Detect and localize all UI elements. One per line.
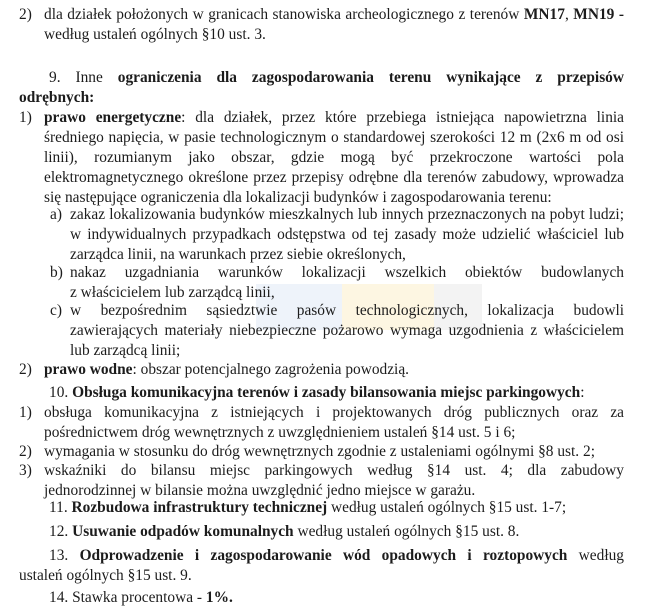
s10-item3-line1: wskaźniki do bilansu miejsc parkingowych według §14 ust. 4; dla zabudowy	[44, 462, 624, 479]
s9-heading-title: ograniczenia dla zagospodarowania terenu wynikające z przepisów	[117, 69, 624, 86]
s11-text: według ustaleń ogólnych §15 ust. 1-7;	[327, 499, 567, 516]
s10-heading	[49, 383, 584, 403]
s8-item2-marker: 2)	[19, 6, 32, 23]
s10-heading-title: Obsługa komunikacyjna terenów i zasady bilansowania miejsc parkingowych	[72, 384, 581, 401]
s9-item2-line	[44, 360, 409, 380]
zone-mn19: MN19	[573, 6, 615, 23]
zone-mn17: MN17	[523, 6, 565, 23]
s8-item2-dash: -	[614, 6, 624, 23]
s14-line	[49, 588, 233, 608]
sub-a-line2: w indywidualnych przypadkach odstępstwa od tej zasady może udzielić właściciel lub	[70, 226, 624, 243]
s13-line2: ustaleń ogólnych §15 ust. 9.	[19, 567, 192, 584]
s8-item2-line1	[44, 5, 624, 25]
s12-line	[49, 522, 519, 542]
s9-item1-line1	[44, 108, 624, 128]
s10-heading-number: 10.	[49, 384, 73, 401]
s9-heading-cont	[19, 88, 94, 108]
s9-item1-marker: 1)	[19, 109, 32, 126]
s10-item1-line1: obsługa komunikacyjna z istniejących i projektowanych dróg publicznych oraz za	[44, 404, 624, 421]
s9-item1-line3: linii), rozumianym jako obszar, gdzie mogą być przekroczone wartości pola	[44, 149, 624, 166]
sub-a-line1: zakaz lokalizowania budynków mieszkalnych lub innych przeznaczonych na pobyt ludzi;	[70, 206, 624, 223]
s10-item3-line2: jednorodzinnej w bilansie można uwzględnić jedno miejsce w garażu.	[44, 482, 476, 499]
sub-c-line2: zawierających materiały niebezpieczne pożarowo wymaga uzgodnienia z właścicielem	[70, 322, 624, 339]
s10-item2-line1: wymagania w stosunku do dróg wewnętrznych zgodnie z ustaleniami ogólnymi §8 ust. 2;	[44, 443, 595, 460]
s9-item2-text: : obszar potencjalnego zagrożenia powodzią.	[132, 361, 409, 378]
s9-heading-number: 9. Inne	[49, 69, 118, 86]
s10-item1-marker: 1)	[19, 404, 32, 421]
s13-text: według	[567, 547, 624, 564]
s9-item1-line2: średniego napięcia, w pasie technologicznym o standardowej szerokości 12 m (2x6 m od osi	[44, 129, 624, 146]
s9-item2-title: prawo wodne	[44, 361, 133, 378]
s13-line1	[49, 546, 624, 566]
sub-c-line3: lub zarządcą linii;	[70, 342, 181, 359]
s14-text: Stawka procentowa -	[72, 589, 206, 606]
s8-item2-comma: ,	[564, 6, 574, 23]
s11-line	[49, 498, 566, 518]
s9-heading	[49, 68, 624, 88]
sub-a-marker: a)	[50, 206, 62, 223]
s9-item1-line5: się następujące ograniczenia dla lokalizacji budynków i zagospodarowania terenu:	[44, 189, 552, 206]
s10-heading-colon: :	[580, 384, 585, 401]
s12-text: według ustaleń ogólnych §15 ust. 8.	[293, 523, 520, 540]
sub-b-line2: z właścicielem lub zarządcą linii,	[70, 284, 275, 301]
sub-c-marker: c)	[50, 302, 62, 319]
s11-title: Rozbudowa infrastruktury technicznej	[71, 499, 328, 516]
s13-number: 13.	[49, 547, 80, 564]
s9-item1-text: : dla działek, przez które przebiega istniejąca napowietrzna linia	[181, 109, 624, 126]
s9-item1-line4: elektromagnetycznego określone przez przepisy odrębne dla terenów zabudowy, wprowadza	[44, 169, 624, 186]
s10-item3-marker: 3)	[19, 462, 32, 479]
s10-item1-line2: pośrednictwem dróg wewnętrznych z uwzględnieniem ustaleń §14 ust. 5 i 6;	[44, 424, 516, 441]
s9-item1-title: prawo energetyczne	[44, 109, 182, 126]
s12-title: Usuwanie odpadów komunalnych	[72, 523, 294, 540]
sub-b-line1: nakaz uzgadniania warunków lokalizacji wszelkich obiektów budowlanych	[70, 264, 624, 281]
s9-heading-title-cont: odrębnych:	[19, 89, 95, 106]
sub-c-line1: w bezpośrednim sąsiedztwie pasów technologicznych, lokalizacja budowli	[70, 302, 624, 319]
s8-item2-line2: według ustaleń ogólnych §10 ust. 3.	[44, 26, 266, 43]
s14-value: 1%.	[205, 589, 233, 606]
s9-item2-marker: 2)	[19, 361, 32, 378]
s10-item2-marker: 2)	[19, 443, 32, 460]
s12-number: 12.	[49, 523, 73, 540]
s11-number: 11.	[49, 499, 72, 516]
sub-b-marker: b)	[50, 264, 63, 281]
s14-number: 14.	[49, 589, 73, 606]
s13-title: Odprowadzenie i zagospodarowanie wód opadowych i roztopowych	[79, 547, 568, 564]
s8-item2-text: dla działek położonych w granicach stanowiska archeologicznego z terenów	[44, 6, 524, 23]
sub-a-line3: zarządca linii, na warunkach przez siebie określonych,	[70, 246, 406, 263]
